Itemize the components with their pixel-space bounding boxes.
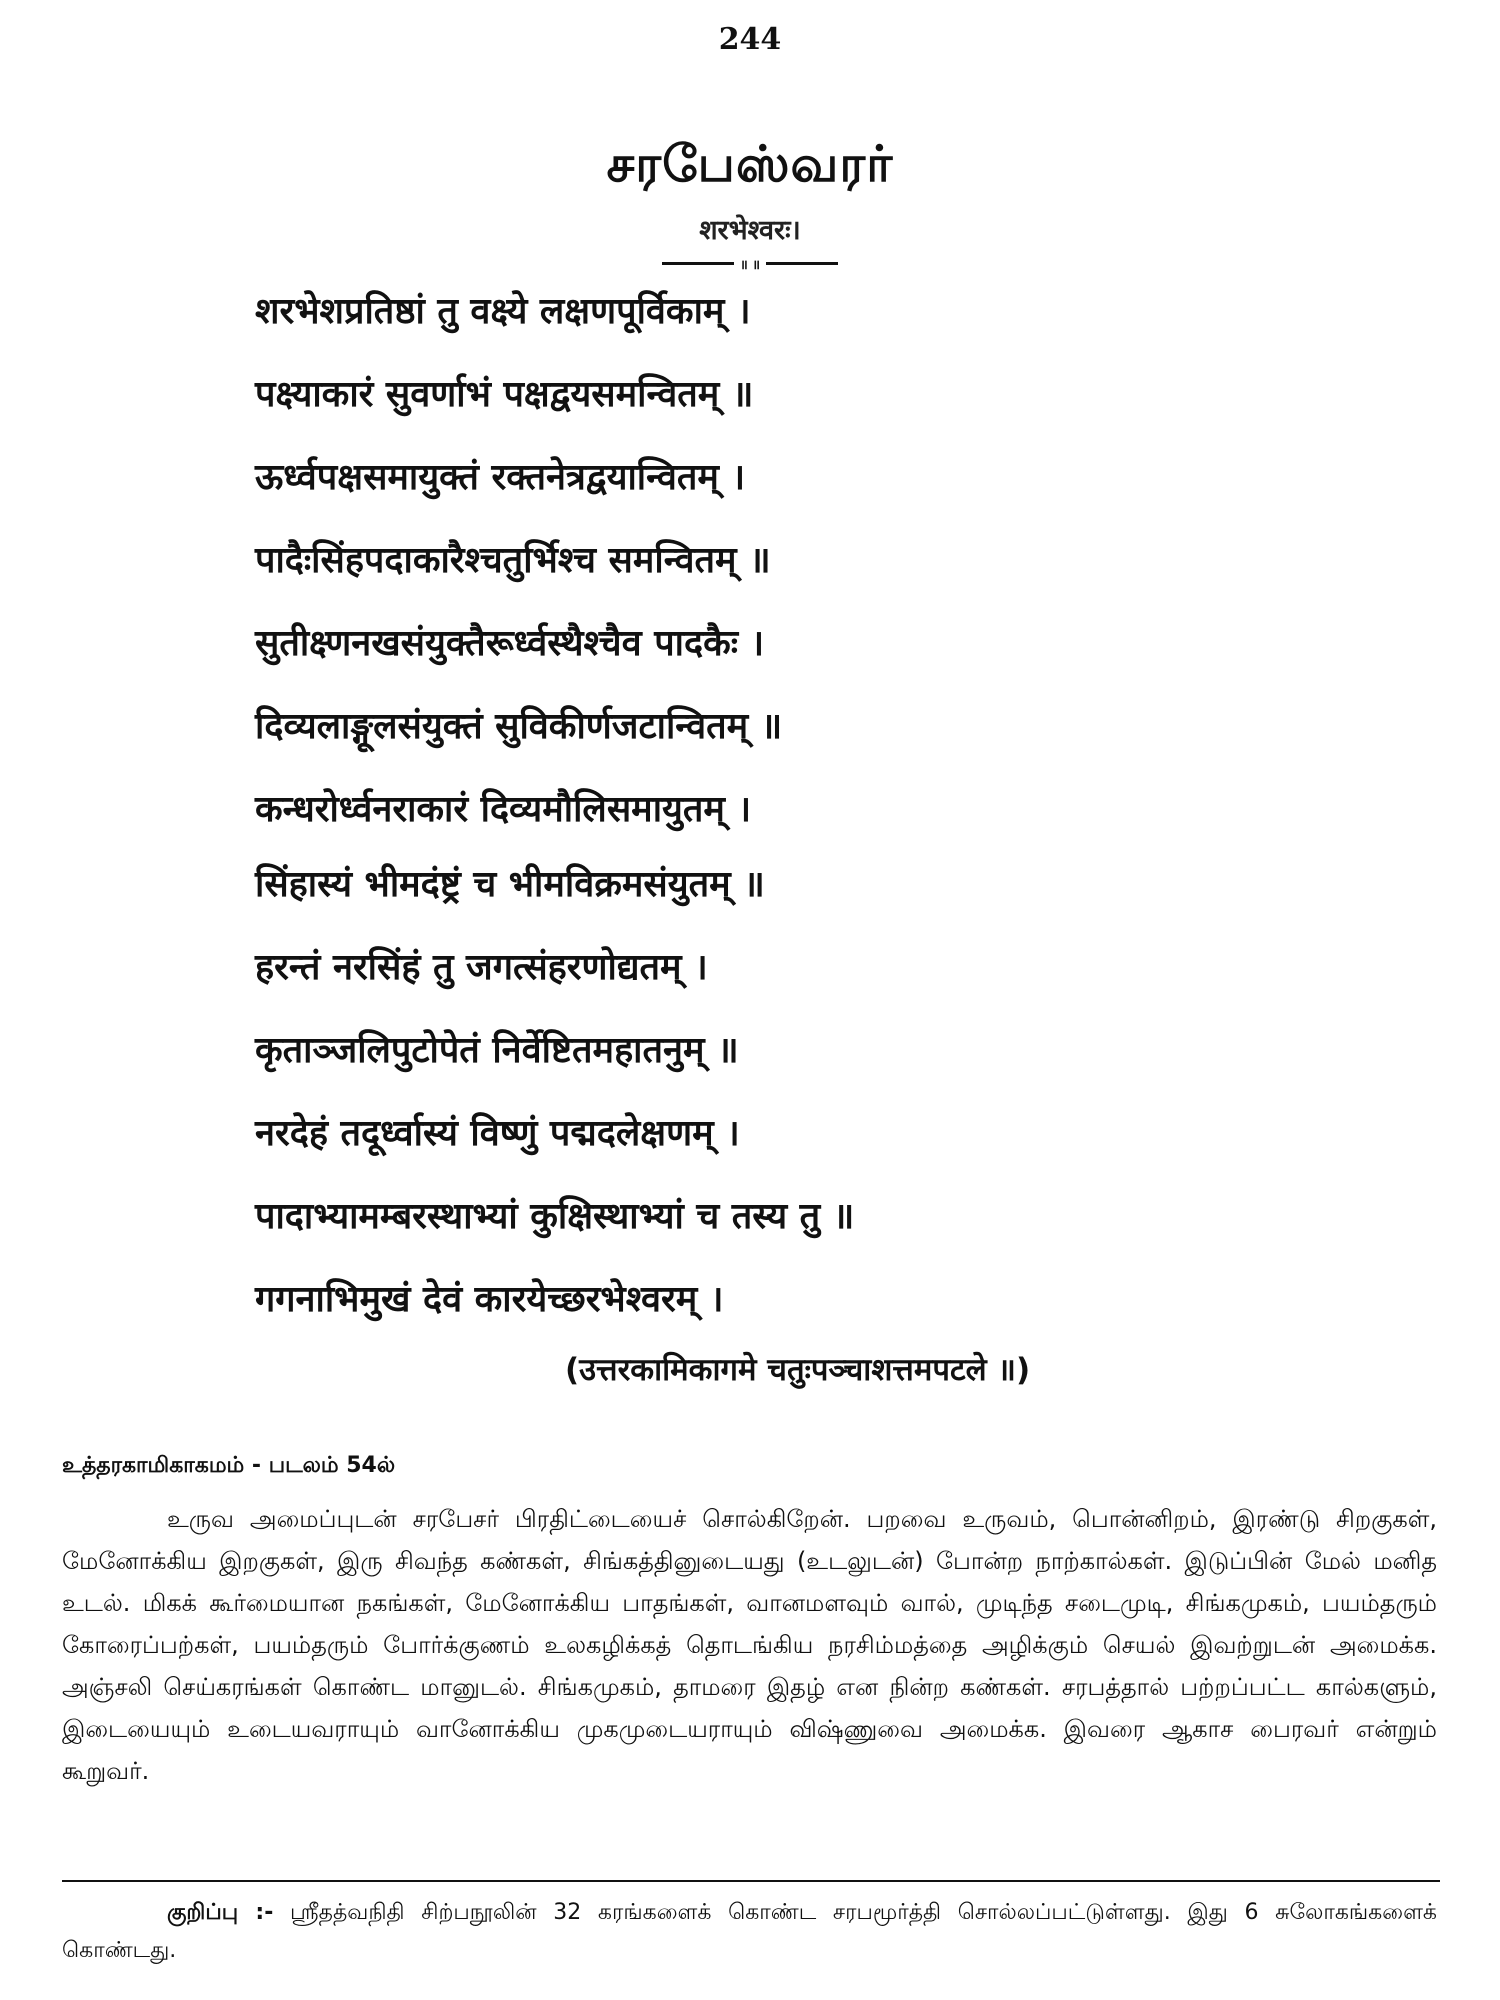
verse-line: पक्ष्याकारं सुवर्णाभं पक्षद्वयसमन्वितम् ॥ — [255, 374, 754, 415]
footnote — [62, 1894, 1437, 1970]
verse-line: पादाभ्यामम्बरस्थाभ्यां कुक्षिस्थाभ्यां च तस्य तु ॥ — [255, 1196, 855, 1237]
footnote-text: ஸ்ரீதத்வநிதி சிற்பநூலின் 32 கரங்களைக் கொண்ட சரபமூர்த்தி சொல்லப்பட்டுள்ளது. இது 6 சுலோகங்களைக் கொண்டது. — [62, 1900, 1437, 1963]
verse-line: सुतीक्ष्णनखसंयुक्तैरूर्ध्वस्थैश्चैव पादकैः । — [255, 623, 765, 664]
title-ornament — [0, 253, 1500, 273]
ornament-line-right — [766, 262, 838, 265]
verse-line: पादैःसिंहपदाकारैश्चतुर्भिश्च समन्वितम् ॥ — [255, 540, 771, 581]
footnote-label: குறிப்பு :- — [167, 1900, 274, 1925]
verse-line: नरदेहं तदूर्ध्वास्यं विष्णुं पद्मदलेक्षणम् । — [255, 1113, 740, 1154]
verse-line: कृताञ्जलिपुटोपेतं निर्वेष्टितमहातनुम् ॥ — [255, 1030, 739, 1071]
verse-line: कन्धरोर्ध्वनराकारं दिव्यमौलिसमायुतम् । — [255, 789, 752, 830]
divider-rule — [62, 1880, 1440, 1882]
verse-line: गगनाभिमुखं देवं कारयेच्छरभेश्वरम् । — [255, 1279, 724, 1320]
section-heading: உத்தரகாமிகாகமம் - படலம் 54ல் — [62, 1453, 396, 1478]
page-number: 244 — [718, 22, 782, 57]
ornament-glyph: ॥ ॥ — [739, 257, 761, 273]
ornament-line-left — [662, 262, 734, 265]
verse-line: दिव्यलाङ्गूलसंयुक्तं सुविकीर्णजटान्वितम् ॥ — [255, 706, 783, 747]
source-citation: (उत्तरकामिकागमे चतुःपञ्चाशत्तमपटले ॥) — [565, 1352, 1031, 1388]
page-title: சரபேஸ்வரர் — [606, 135, 894, 193]
verse-line: हरन्तं नरसिंहं तु जगत्संहरणोद्यतम् । — [255, 947, 708, 988]
verse-line: सिंहास्यं भीमदंष्ट्रं च भीमविक्रमसंयुतम् ॥ — [255, 864, 765, 905]
tamil-translation: உருவ அமைப்புடன் சரபேசர் பிரதிட்டையைச் சொல்கிறேன். பறவை உருவம், பொன்னிறம், இரண்டு சிறகுகள், மேனோக்கிய இறகுகள், இரு சிவந்த கண்கள், சிங்கத்தினுடையது (உடலுடன்) போன்ற நாற்கால்கள். இடுப்பின் மேல் மனித உடல். மிகக் கூர்மையான நகங்கள், மேனோக்கிய பாதங்கள், வானமளவும் வால், முடிந்த சடைமுடி, சிங்கமுகம், பயம்தரும் கோரைப்பற்கள், பயம்தரும் போர்க்குணம் உலகழிக்கத் தொடங்கிய நரசிம்மத்தை அழிக்கும் செயல் இவற்றுடன் அமைக்க. அஞ்சலி செய்கரங்கள் கொண்ட மானுடல். சிங்கமுகம், தாமரை இதழ் என நின்ற கண்கள். சரபத்தால் பற்றப்பட்ட கால்களும், இடையையும் உடையவராயும் வானோக்கிய முகமுடையராயும் விஷ்ணுவை அமைக்க. இவரை ஆகாச பைரவர் என்றும் கூறுவர். — [62, 1505, 1437, 1785]
sanskrit-verses — [255, 288, 1455, 1359]
sanskrit-subtitle: शरभेश्वरः। — [699, 215, 801, 246]
verse-line: ऊर्ध्वपक्षसमायुक्तं रक्तनेत्रद्वयान्वितम् । — [255, 457, 746, 498]
verse-line: शरभेशप्रतिष्ठां तु वक्ष्ये लक्षणपूर्विकाम् । — [255, 291, 751, 332]
